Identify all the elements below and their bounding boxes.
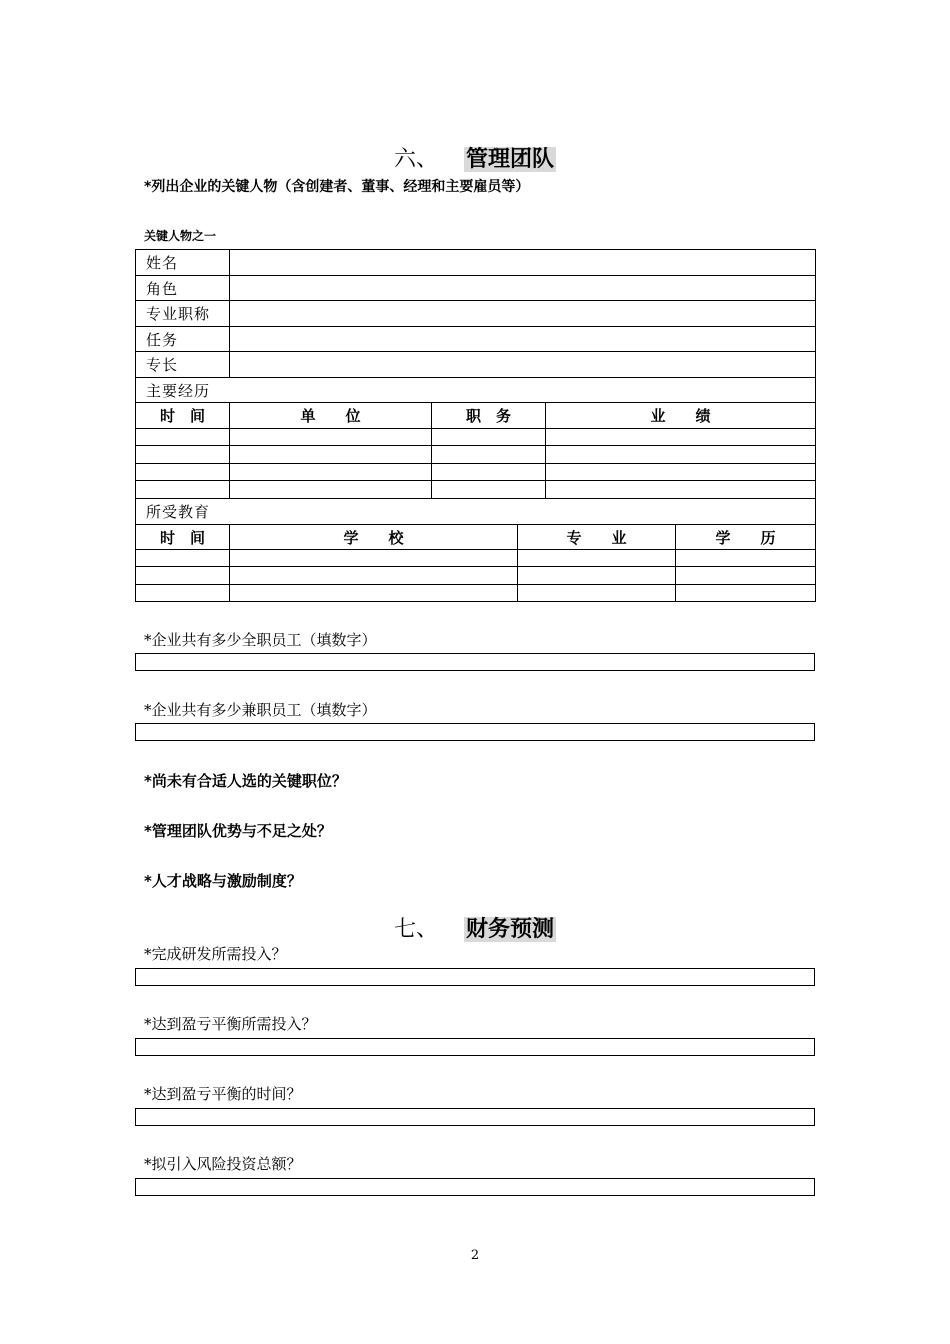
page-number: 2: [470, 1248, 480, 1263]
section-6-number: 六、: [393, 147, 438, 172]
fulltime-employees-label: *企业共有多少全职员工（填数字）: [144, 631, 377, 649]
education-row: [136, 585, 816, 602]
experience-cell[interactable]: [546, 464, 816, 481]
education-cell[interactable]: [136, 550, 230, 567]
education-cell[interactable]: [230, 567, 518, 585]
field-input-role[interactable]: [230, 276, 816, 301]
field-row-name: [136, 250, 816, 276]
experience-header-unit: 单 位: [230, 403, 432, 429]
experience-cell[interactable]: [230, 429, 432, 446]
parttime-employees-label: *企业共有多少兼职员工（填数字）: [144, 701, 377, 719]
talent-strategy-question: *人才战略与激励制度？: [144, 872, 302, 890]
experience-cell[interactable]: [136, 464, 230, 481]
experience-label-row: [136, 378, 816, 403]
field-label-role: 角色: [136, 276, 230, 301]
experience-cell[interactable]: [432, 464, 546, 481]
breakeven-time-input[interactable]: [135, 1108, 815, 1126]
field-input-name[interactable]: [230, 250, 816, 276]
fulltime-employees-input[interactable]: [135, 653, 815, 671]
education-header-school: 学 校: [230, 525, 518, 550]
experience-cell[interactable]: [432, 446, 546, 464]
field-row-specialty: [136, 352, 816, 378]
education-header-time: 时 间: [136, 525, 230, 550]
field-label-name: 姓名: [136, 250, 230, 276]
parttime-employees-input[interactable]: [135, 723, 815, 741]
education-cell[interactable]: [230, 550, 518, 567]
field-row-task: [136, 327, 816, 352]
experience-header-position: 职 务: [432, 403, 546, 429]
field-input-specialty[interactable]: [230, 352, 816, 378]
education-cell[interactable]: [676, 567, 816, 585]
education-header-major: 专 业: [518, 525, 676, 550]
education-cell[interactable]: [518, 585, 676, 602]
education-cell[interactable]: [676, 550, 816, 567]
experience-cell[interactable]: [546, 429, 816, 446]
education-header-degree: 学 历: [676, 525, 816, 550]
experience-cell[interactable]: [136, 429, 230, 446]
education-cell[interactable]: [136, 567, 230, 585]
education-cell[interactable]: [518, 567, 676, 585]
experience-row: [136, 464, 816, 481]
experience-cell[interactable]: [230, 446, 432, 464]
experience-cell[interactable]: [230, 464, 432, 481]
experience-row: [136, 429, 816, 446]
team-strengths-question: *管理团队优势与不足之处？: [144, 822, 332, 840]
key-person-subheading: 关键人物之一: [144, 229, 217, 243]
experience-header-achievement: 业 绩: [546, 403, 816, 429]
education-label: 所受教育: [136, 499, 816, 525]
key-person-table: [135, 249, 816, 499]
section-7-title: 财务预测: [466, 917, 555, 942]
section-7-number: 七、: [393, 917, 438, 942]
section-7-heading: [0, 916, 950, 944]
field-label-title: 专业职称: [136, 301, 230, 327]
field-input-task[interactable]: [230, 327, 816, 352]
experience-cell[interactable]: [432, 481, 546, 499]
section-6-title: 管理团队: [466, 147, 555, 172]
education-cell[interactable]: [518, 550, 676, 567]
education-cell[interactable]: [230, 585, 518, 602]
field-input-title[interactable]: [230, 301, 816, 327]
experience-cell[interactable]: [230, 481, 432, 499]
experience-row: [136, 481, 816, 499]
breakeven-investment-label: *达到盈亏平衡所需投入？: [144, 1015, 317, 1033]
education-row: [136, 567, 816, 585]
breakeven-investment-input[interactable]: [135, 1038, 815, 1056]
education-table: [135, 498, 816, 602]
experience-row: [136, 446, 816, 464]
experience-cell[interactable]: [136, 481, 230, 499]
experience-cell[interactable]: [136, 446, 230, 464]
education-cell[interactable]: [676, 585, 816, 602]
experience-label: 主要经历: [136, 378, 816, 403]
experience-header-time: 时 间: [136, 403, 230, 429]
rd-investment-label: *完成研发所需投入？: [144, 945, 287, 963]
field-label-task: 任务: [136, 327, 230, 352]
open-key-positions-question: *尚未有合适人选的关键职位？: [144, 772, 347, 790]
experience-header-row: [136, 403, 816, 429]
experience-cell[interactable]: [546, 481, 816, 499]
field-label-specialty: 专长: [136, 352, 230, 378]
education-cell[interactable]: [136, 585, 230, 602]
breakeven-time-label: *达到盈亏平衡的时间？: [144, 1085, 302, 1103]
vc-total-input[interactable]: [135, 1178, 815, 1196]
section-6-heading: [0, 146, 950, 174]
vc-total-label: *拟引入风险投资总额？: [144, 1155, 302, 1173]
education-label-row: [136, 499, 816, 525]
rd-investment-input[interactable]: [135, 968, 815, 986]
field-row-role: [136, 276, 816, 301]
education-row: [136, 550, 816, 567]
experience-cell[interactable]: [432, 429, 546, 446]
field-row-title: [136, 301, 816, 327]
education-header-row: [136, 525, 816, 550]
section-6-intro: *列出企业的关键人物（含创建者、董事、经理和主要雇员等）: [144, 179, 530, 195]
experience-cell[interactable]: [546, 446, 816, 464]
